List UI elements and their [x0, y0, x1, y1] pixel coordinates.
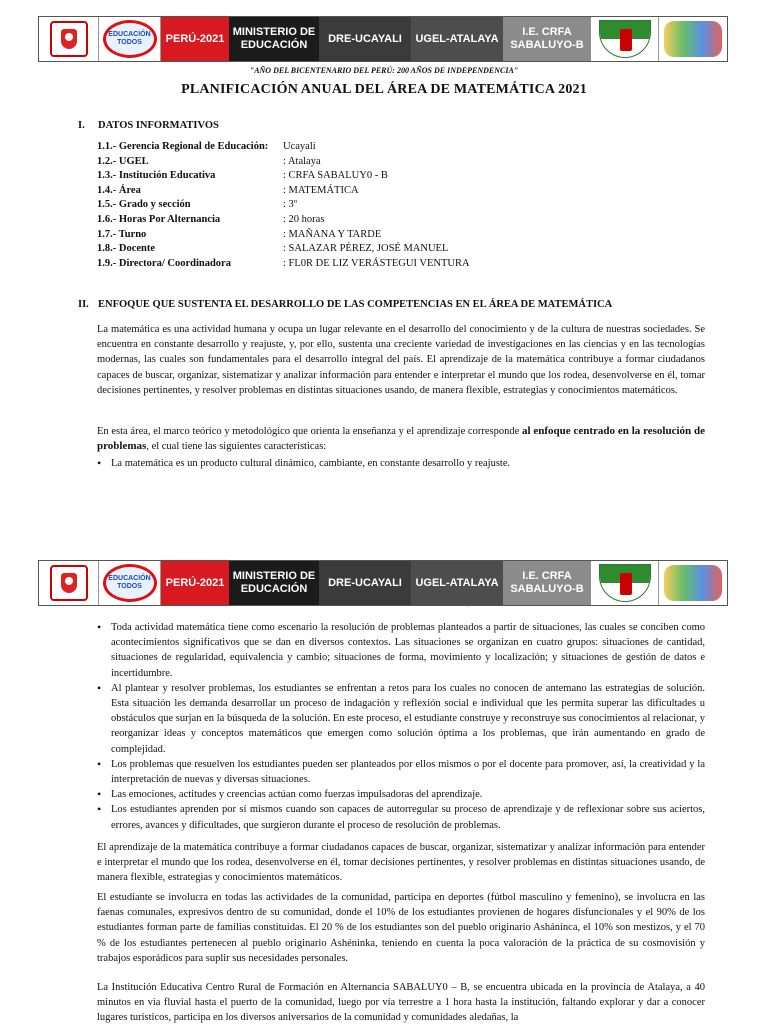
info-value: : 3º: [283, 199, 298, 211]
info-label: 1.7.- Turno: [97, 228, 147, 240]
info-label: 1.8.- Docente: [97, 243, 156, 255]
paragraph-approach-bold: al enfoque centrado en la resolución de problemas: [97, 425, 705, 453]
list-item: • Los problemas que resuelven los estudiantes pueden ser planteados por ellos mismos o por el docente para promover, así, la creatividad y la interpretación de nuevas y diversas situaciones.: [97, 757, 705, 787]
children-logo: [659, 17, 727, 61]
header-banner-page-2: [38, 560, 728, 606]
banner-peru-2021: PERÚ-2021: [161, 561, 229, 605]
characteristics-list-2: [97, 620, 705, 833]
list-item: • Al plantear y resolver problemas, los estudiantes se enfrentan a retos para los cuales no conocen de antemano las estrategias de solución. Esta situación les demanda desarrollar un proceso de indagación y reflexión social e individual que les permita superar las dificultades u obstáculos que surjan en la búsqueda de la solución. En este proceso, el estudiante construye y reconstruye sus conocimientos al relacionar, y reorganizar ideas y conceptos matemáticos que emergen como solución óptima a los problemas, que irán aumentando en grado de complejidad.: [97, 681, 705, 757]
info-row: [97, 155, 470, 170]
info-value: : Atalaya: [283, 155, 321, 167]
paragraph-approach: [97, 424, 705, 454]
section-2-heading: [78, 299, 612, 310]
info-row: [97, 257, 470, 272]
children-icon: [664, 21, 722, 57]
banner-ministerio: MINISTERIO DE EDUCACIÓN: [229, 17, 319, 61]
todos-logo-text: EDUCACIÓN TODOS: [103, 564, 157, 602]
section-2-title: ENFOQUE QUE SUSTENTA EL DESARROLLO DE LAS COMPETENCIAS EN EL ÁREA DE MATEMÁTICA: [98, 299, 613, 310]
info-value: : FL0R DE LIZ VERÁSTEGUI VENTURA: [283, 257, 470, 269]
banner-peru-2021: PERÚ-2021: [161, 17, 229, 61]
paragraph-intro: La matemática es una actividad humana y ocupa un lugar relevante en el desarrollo del conocimiento y de la cultura de nuestras sociedades. Se encuentra en constante desarrollo y reajuste, y, por ello, sustenta una creciente variedad de investigaciones en las ciencias y en las tecnologías modernas, las cuales son fundamentales para el desarrollo integral del país. El aprendizaje de la matemática contribuye a formar ciudadanos capaces de buscar, organizar, sistematizar y analizar información para entender e interpretar el mundo que los rodea, desenvolverse en él, tomar decisiones pertinentes, y resolver problemas en distintas situaciones usando, de manera flexible, estrategias y conocimientos matemáticos.: [97, 324, 705, 396]
paragraph-learning: El aprendizaje de la matemática contribuye a formar ciudadanos capaces de buscar, organizar, sistematizar y analizar información para entender e interpretar el mundo que los rodea, desenvolverse en él, tomar decisiones pertinentes, y resolver problemas en distintas situaciones usando, de manera flexible, estrategias y conocimientos matemáticos.: [97, 842, 705, 884]
info-label: 1.6.- Horas Por Alternancia: [97, 213, 221, 225]
paragraph-student-context: El estudiante se involucra en todas las actividades de la comunidad, participa en deportes (fútbol masculino y femenino), se involucra en las faenas comunales, expresivos dentro de su comunidad, donde el 10% de los estudiantes provienen de hogares disfuncionales y el 90% de los estudiantes forman parte de familias constituidas. El 20 % de los estudiantes son del pueblo originario Ashánínca, el 10% son mestizos, y el 70 % de los estudiantes pertenecen al pueblo originario Ashéninka, teniendo en cuenta la poca valoración de la práctica de su cosmovisión y trabajos esporádicos para suplir sus necesidades personales.: [97, 892, 705, 964]
info-value: : 20 horas: [283, 213, 325, 225]
info-value: Ucayali: [283, 141, 316, 152]
info-value: : MAÑANA Y TARDE: [283, 228, 382, 240]
info-label: 1.5.- Grado y sección: [97, 199, 191, 211]
flag-icon: [599, 20, 651, 58]
info-row: [97, 169, 470, 184]
list-item: • Toda actividad matemática tiene como escenario la resolución de problemas planteados a partir de situaciones, las cuales se conciben como acontecimientos significativos que se dan en diversos contextos. Las situaciones se organizan en cuatro grupos: situaciones de cantidad, situaciones de regularidad, equivalencia y cambio; situaciones de forma, movimiento y localización; y situaciones de gestión de datos e incertidumbre.: [97, 620, 705, 681]
banner-ie: I.E. CRFA SABALUYO-B: [503, 561, 591, 605]
peru-coat-of-arms-logo: [39, 561, 99, 605]
stray-dot: ·: [467, 602, 470, 611]
children-logo: [659, 561, 727, 605]
info-label: 1.1.- Gerencia Regional de Educación:: [97, 141, 269, 152]
education-todos-logo: [99, 17, 161, 61]
shield-icon: [50, 565, 88, 601]
banner-dre: DRE-UCAYALI: [319, 17, 411, 61]
page-title: PLANIFICACIÓN ANUAL DEL ÁREA DE MATEMÁTICA 2021: [181, 82, 587, 97]
section-1-heading: [78, 120, 219, 131]
flag-icon: [599, 564, 651, 602]
info-label: 1.2.- UGEL: [97, 155, 149, 167]
peru-coat-of-arms-logo: [39, 17, 99, 61]
info-row: [97, 242, 470, 257]
section-2-number: II.: [78, 299, 89, 310]
info-label: 1.9.- Directora/ Coordinadora: [97, 257, 231, 269]
paragraph-approach-start: En esta área, el marco teórico y metodológico que orienta la enseñanza y el aprendizaje corresponde: [97, 426, 522, 437]
education-todos-logo: [99, 561, 161, 605]
section-1-title: DATOS INFORMATIVOS: [98, 120, 219, 131]
info-row: [97, 213, 470, 228]
list-item: • Las emociones, actitudes y creencias actúan como fuerzas impulsadoras del aprendizaje.: [97, 787, 705, 802]
info-value: : SALAZAR PÉREZ, JOSÉ MANUEL: [283, 243, 449, 255]
todos-logo-text: EDUCACIÓN TODOS: [103, 20, 157, 58]
children-icon: [664, 565, 722, 601]
list-item: • La matemática es un producto cultural dinámico, cambiante, en constante desarrollo y reajuste.: [97, 456, 705, 471]
paragraph-institution: La Institución Educativa Centro Rural de Formación en Alternancia SABALUY0 – B, se encuentra ubicada en la provincia de Atalaya, a 40 minutos en vía fluvial hasta el puerto de la comunidad, luego por vía terrestre a 1 hora hasta la institución, faltando explorar y dar a conocer lugares turísticos, participa en los diversos aniversarios de la comunidad y comunidades aledañas, la: [97, 982, 705, 1024]
info-row: [97, 184, 470, 199]
info-value: : MATEMÁTICA: [283, 184, 359, 196]
school-flag-logo: [591, 17, 659, 61]
info-list: [97, 140, 470, 271]
info-row: [97, 198, 470, 213]
paragraph-approach-end: , el cual tiene las siguientes características:: [146, 441, 327, 453]
section-1-number: I.: [78, 120, 85, 131]
header-banner: [38, 16, 728, 62]
info-value: : CRFA SABALUY0 - B: [283, 170, 388, 182]
banner-ugel: UGEL-ATALAYA: [411, 17, 503, 61]
school-flag-logo: [591, 561, 659, 605]
characteristics-list-1: [97, 456, 705, 471]
banner-dre: DRE-UCAYALI: [319, 561, 411, 605]
list-item: • Los estudiantes aprenden por sí mismos cuando son capaces de autorregular su proceso de aprendizaje y de reflexionar sobre sus aciertos, errores, avances y dificultades, que surgieron durante el proceso de resolución de problemas.: [97, 802, 705, 832]
info-row: [97, 140, 470, 155]
banner-ie: I.E. CRFA SABALUYO-B: [503, 17, 591, 61]
info-label: 1.4.- Área: [97, 184, 141, 196]
banner-ministerio: MINISTERIO DE EDUCACIÓN: [229, 561, 319, 605]
info-label: 1.3.- Institución Educativa: [97, 170, 216, 182]
motto: "AÑO DEL BICENTENARIO DEL PERÚ: 200 AÑOS DE INDEPENDENCIA": [249, 66, 519, 75]
banner-ugel: UGEL-ATALAYA: [411, 561, 503, 605]
shield-icon: [50, 21, 88, 57]
info-row: [97, 228, 470, 243]
